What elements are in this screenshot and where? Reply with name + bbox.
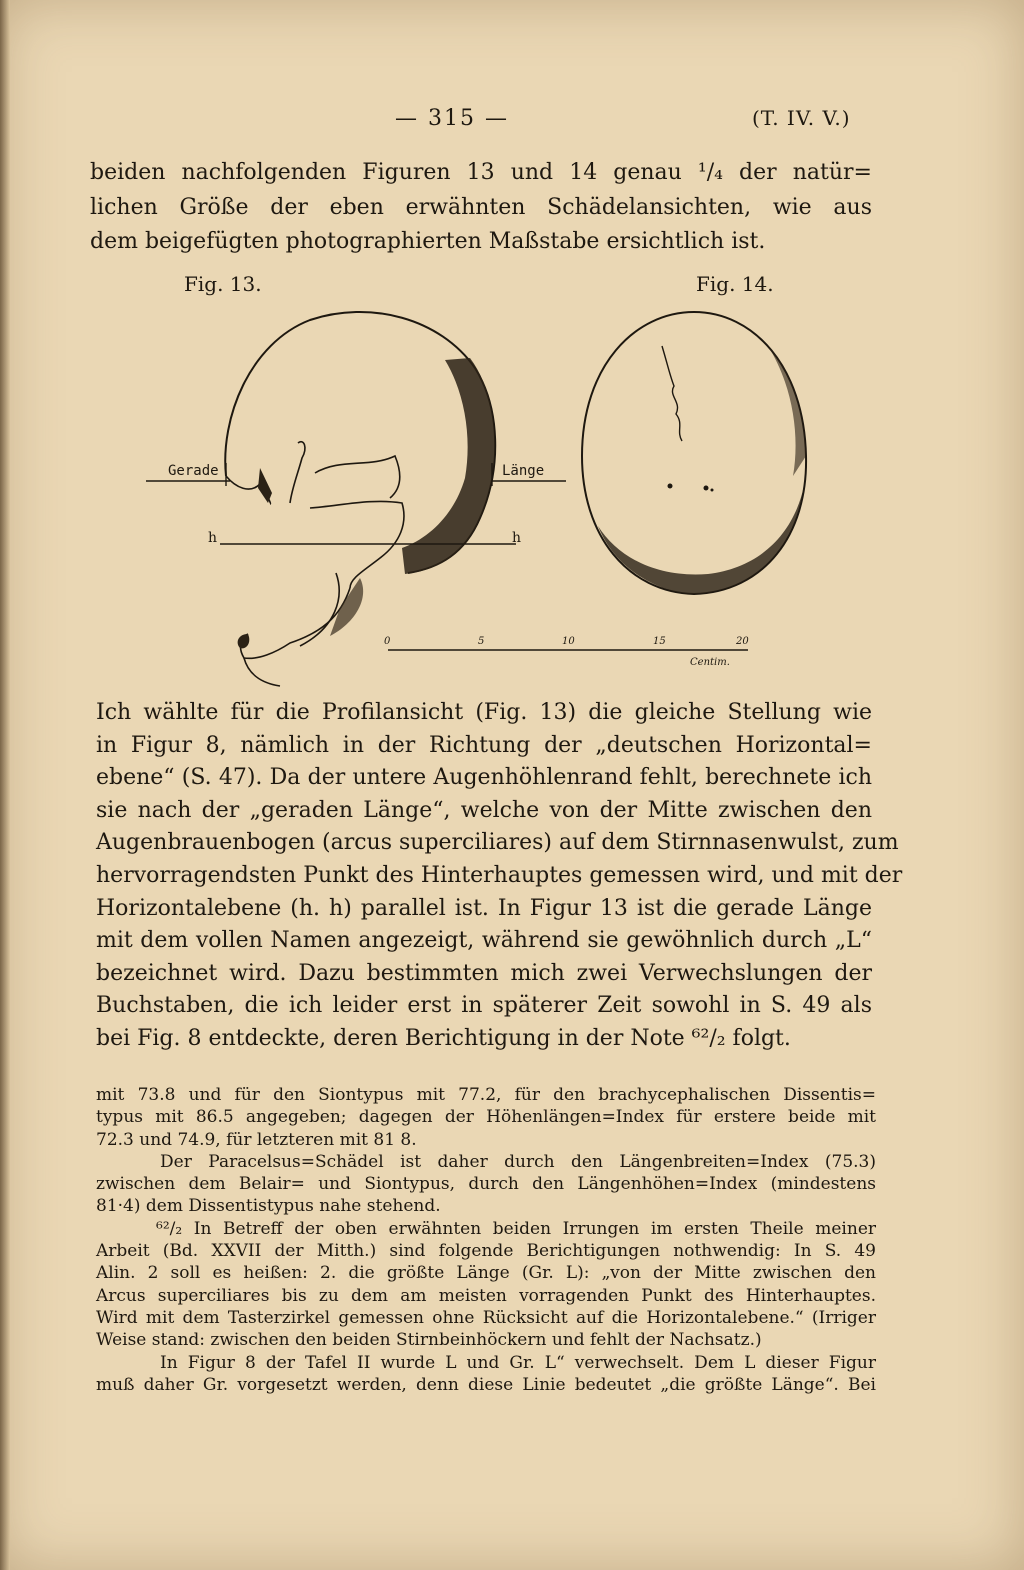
label-gerade: Gerade <box>168 463 219 479</box>
footnotes <box>96 1084 876 1396</box>
label-lange: Länge <box>502 463 545 479</box>
footnote-line: Wird mit dem Tasterzirkel gemessen ohne Rücksicht auf die Horizontalebene.“ (Irriger <box>96 1307 876 1328</box>
scale-tick-label: 10 <box>562 636 575 647</box>
body-line: Horizontalebene (h. h) parallel ist. In Figur 13 ist die gerade Länge <box>96 895 872 921</box>
scale-tick-label: 15 <box>653 636 666 647</box>
fig13-caption: Fig. 13. <box>184 272 262 296</box>
body-line: bezeichnet wird. Dazu bestimmten mich zwei Verwechslungen der <box>96 960 872 986</box>
footnote-line: 81·4) dem Dissentistypus nahe stehend. <box>96 1196 441 1217</box>
footnote-line: mit 73.8 und für den Siontypus mit 77.2, für den brachycephalischen Dissentis= <box>96 1085 876 1105</box>
page-number: — 315 — <box>395 106 509 131</box>
footnote-line: muß daher Gr. vorgesetzt werden, denn diese Linie bedeutet „die größte Länge“. Bei <box>96 1374 876 1395</box>
footnote-line: Arbeit (Bd. XXVII der Mitth.) sind folgende Berichtigungen nothwendig: In S. 49 <box>96 1241 876 1262</box>
footnote-line: typus mit 86.5 angegeben; dagegen der Höhenlängen=Index für erstere beide mit <box>96 1107 876 1128</box>
footnote-line: Weise stand: zwischen den beiden Stirnbeinhöckern und fehlt der Nachsatz.) <box>96 1330 762 1351</box>
body-line: mit dem vollen Namen angezeigt, während sie gewöhnlich durch „L“ <box>96 928 872 954</box>
body-line: Buchstaben, die ich leider erst in späterer Zeit sowohl in S. 49 als <box>96 993 872 1019</box>
body-line: Augenbrauenbogen (arcus superciliares) auf dem Stirnnasenwulst, zum <box>96 830 899 856</box>
scale-tick-label: 0 <box>384 636 391 647</box>
intro-line: dem beigefügten photographierten Maßstabe ersichtlich ist. <box>90 229 766 254</box>
body-line: in Figur 8, nämlich in der Richtung der „deutschen Horizontal= <box>96 732 872 758</box>
scale-tick-label: 5 <box>478 636 485 647</box>
intro-line: lichen Größe der eben erwähnten Schädelansichten, wie aus <box>90 194 872 220</box>
scale-bar <box>380 630 760 676</box>
scale-tick-label: 20 <box>736 636 749 647</box>
footnote-line: 72.3 und 74.9, für letzteren mit 81 8. <box>96 1129 417 1150</box>
footnote-line: Alin. 2 soll es heißen: 2. die größte Länge (Gr. L): „von der Mitte zwischen den <box>96 1263 876 1284</box>
footnote-line: zwischen dem Belair= und Siontypus, durch den Längenhöhen=Index (mindestens <box>96 1174 876 1195</box>
label-h-left: h <box>208 530 218 546</box>
scale-unit: Centim. <box>690 657 730 668</box>
page-header <box>0 106 1024 136</box>
body-line: Ich wählte für die Profilansicht (Fig. 13) die gleiche Stellung wie <box>96 700 872 725</box>
intro-line: beiden nachfolgenden Figuren 13 und 14 genau ¹/₄ der natür= <box>90 160 872 185</box>
body-line: bei Fig. 8 entdeckte, deren Berichtigung in der Note ⁶²/₂ folgt. <box>96 1025 791 1051</box>
footnote-line: ⁶²/₂ In Betreff der oben erwähnten beiden Irrungen im ersten Theile meiner <box>156 1218 876 1239</box>
body-line: hervorragendsten Punkt des Hinterhauptes gemessen wird, und mit der <box>96 862 903 888</box>
body-line: ebene“ (S. 47). Da der untere Augenhöhlenrand fehlt, berechnete ich <box>96 765 872 791</box>
section-marker: (T. IV. V.) <box>752 106 851 130</box>
footnote-line: Arcus superciliares bis zu dem am meisten vorragenden Punkt des Hinterhauptes. <box>96 1285 876 1306</box>
footnote-line: Der Paracelsus=Schädel ist daher durch den Längenbreiten=Index (75.3) <box>160 1151 876 1172</box>
body-line: sie nach der „geraden Länge“, welche von der Mitte zwischen den <box>96 797 872 823</box>
fig14-caption: Fig. 14. <box>696 272 774 296</box>
body-paragraph <box>96 697 903 1056</box>
label-h-right: h <box>512 530 522 546</box>
intro-paragraph <box>90 156 872 260</box>
skull-top-figure <box>578 306 810 598</box>
footnote-line: In Figur 8 der Tafel II wurde L und Gr. L“ verwechselt. Dem L dieser Figur <box>160 1352 876 1373</box>
page-left-edge <box>0 0 10 1570</box>
